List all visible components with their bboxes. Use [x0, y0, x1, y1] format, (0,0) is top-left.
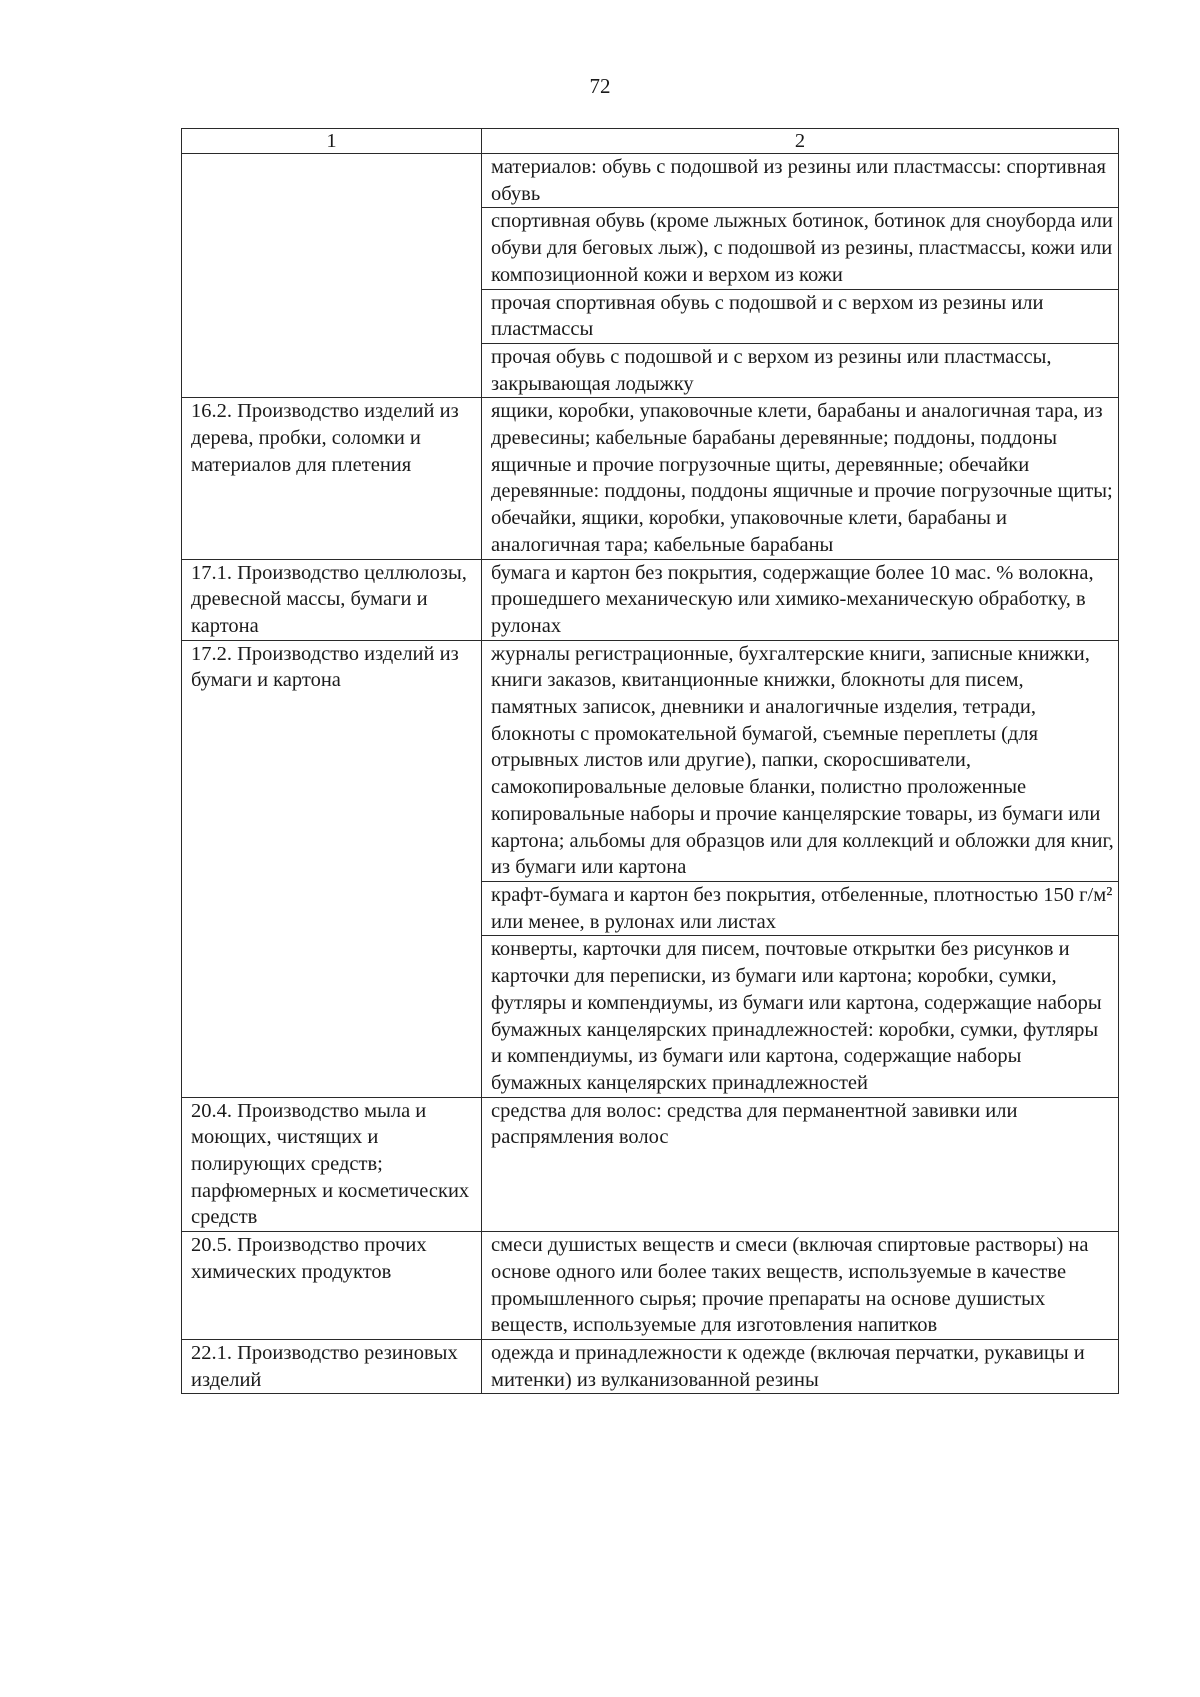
- group-cell: 22.1. Производство резиновых изделий: [182, 1339, 482, 1393]
- item-cell: журналы регистрационные, бухгалтерские книги, записные книжки, книги заказов, квитанционные книжки, блокноты для писем, памятных записок, дневники и аналогичные изделия, тетради, блокноты с промокательной бумагой, съемные переплеты (для отрывных листов или другие), папки, скоросшиватели, самокопировальные деловые бланки, полистно проложенные копировальные наборы и прочие канцелярские товары, из бумаги или картона; альбомы для образцов или для коллекций и обложки для книг, из бумаги или картона: [482, 640, 1119, 881]
- item-cell: средства для волос: средства для перманентной завивки или распрямления волос: [482, 1097, 1119, 1232]
- table-row: [182, 1097, 1119, 1232]
- page-number: 72: [589, 74, 611, 98]
- item-cell: ящики, коробки, упаковочные клети, барабаны и аналогичная тара, из древесины; кабельные барабаны деревянные; поддоны, поддоны ящичные и прочие погрузочные щиты, деревянные; обечайки деревянные: поддоны, поддоны ящичные и прочие погрузочные щиты; обечайки, ящики, коробки, упаковочные клети, барабаны и аналогичная тара; кабельные барабаны: [482, 398, 1119, 559]
- item-cell: бумага и картон без покрытия, содержащие более 10 мас. % волокна, прошедшего механическую или химико-механическую обработку, в рулонах: [482, 559, 1119, 640]
- item-cell: конверты, карточки для писем, почтовые открытки без рисунков и карточки для переписки, из бумаги или картона; коробки, сумки, футляры и компендиумы, из бумаги или картона, содержащие наборы бумажных канцелярских принадлежностей: коробки, сумки, футляры и компендиумы, из бумаги или картона, содержащие наборы бумажных канцелярских принадлежностей: [482, 936, 1119, 1097]
- products-table: [181, 128, 1119, 1394]
- item-cell: крафт-бумага и картон без покрытия, отбеленные, плотностью 150 г/м² или менее, в рулонах или листах: [482, 881, 1119, 935]
- item-cell: прочая спортивная обувь с подошвой и с верхом из резины или пластмассы: [482, 289, 1119, 343]
- item-cell: одежда и принадлежности к одежде (включая перчатки, рукавицы и митенки) из вулканизованной резины: [482, 1339, 1119, 1393]
- table-row: [182, 1232, 1119, 1340]
- group-cell: 17.1. Производство целлюлозы, древесной массы, бумаги и картона: [182, 559, 482, 640]
- table-row: [182, 154, 1119, 208]
- item-cell: смеси душистых веществ и смеси (включая спиртовые растворы) на основе одного или более таких веществ, используемые в качестве промышленного сырья; прочие препараты на основе душистых веществ, используемые для изготовления напитков: [482, 1232, 1119, 1340]
- item-cell: спортивная обувь (кроме лыжных ботинок, ботинок для сноуборда или обуви для беговых лыж), с подошвой из резины, пластмассы, кожи или композиционной кожи и верхом из кожи: [482, 208, 1119, 289]
- group-cell: 16.2. Производство изделий из дерева, пробки, соломки и материалов для плетения: [182, 398, 482, 559]
- group-cell: 20.4. Производство мыла и моющих, чистящих и полирующих средств; парфюмерных и косметических средств: [182, 1097, 482, 1232]
- group-cell: [182, 154, 482, 398]
- table-header-row: [182, 129, 1119, 154]
- column-header-1: 1: [182, 129, 482, 154]
- table-row: [182, 640, 1119, 881]
- table-row: [182, 1339, 1119, 1393]
- table-row: [182, 398, 1119, 559]
- group-cell: 20.5. Производство прочих химических продуктов: [182, 1232, 482, 1340]
- item-cell: прочая обувь с подошвой и с верхом из резины или пластмассы, закрывающая лодыжку: [482, 343, 1119, 397]
- group-cell: 17.2. Производство изделий из бумаги и картона: [182, 640, 482, 1097]
- table-row: [182, 559, 1119, 640]
- item-cell: материалов: обувь с подошвой из резины или пластмассы: спортивная обувь: [482, 154, 1119, 208]
- column-header-2: 2: [482, 129, 1119, 154]
